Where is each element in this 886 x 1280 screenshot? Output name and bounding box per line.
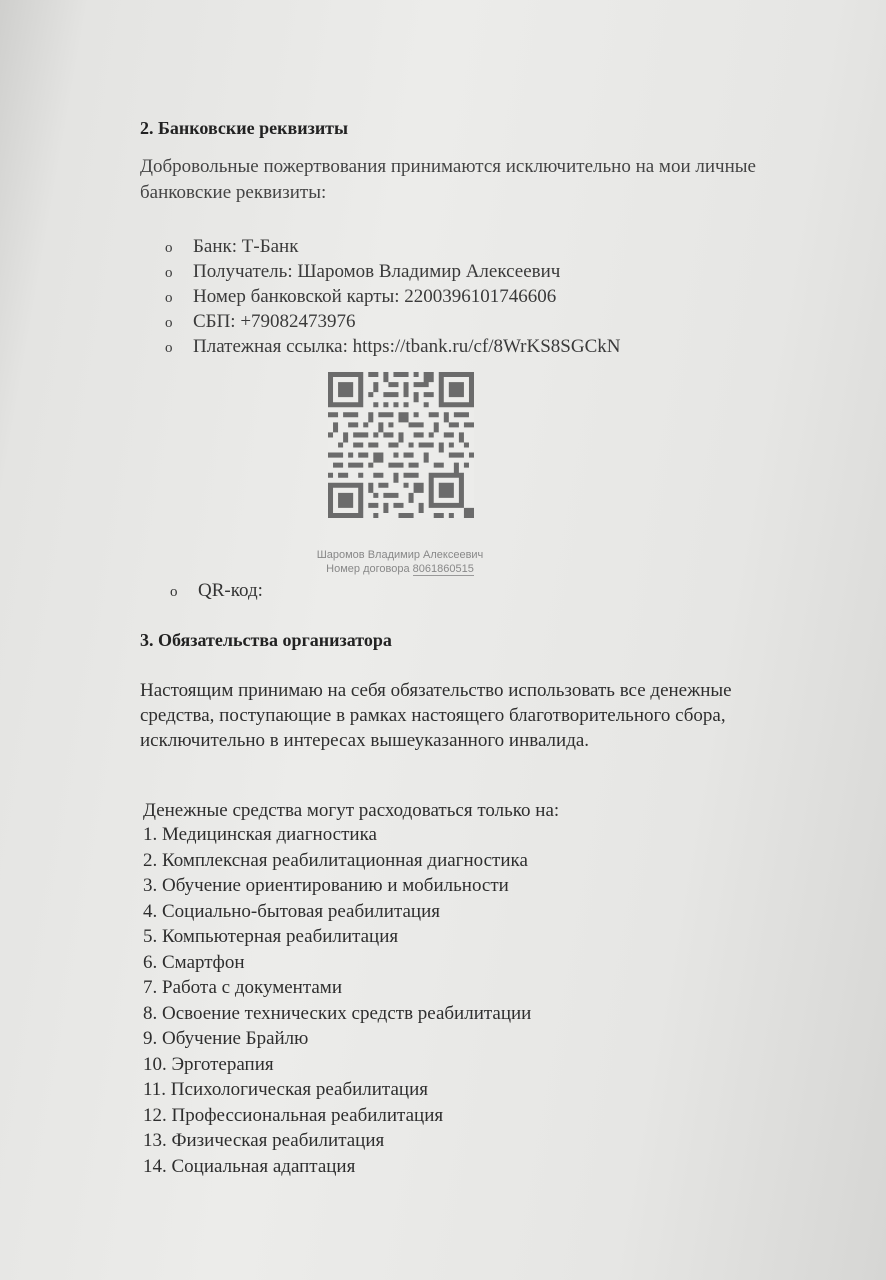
bank-detail-item: o Банк: Т-Банк <box>165 235 620 260</box>
bullet-icon: o <box>165 340 173 356</box>
list-item: 8. Освоение технических средств реабилитации <box>143 1002 532 1024</box>
qr-caption-name: Шаромов Владимир Алексеевич <box>316 549 484 561</box>
list-item: 10. Эрготерапия <box>143 1053 274 1075</box>
list-item: 4. Социально-бытовая реабилитация <box>143 900 441 922</box>
list-item: 14. Социальная адаптация <box>143 1155 356 1177</box>
bank-detail-item: o Платежная ссылка: https://tbank.ru/cf/8WrKS8SGCkN <box>165 335 620 360</box>
list-item: 5. Компьютерная реабилитация <box>143 926 399 947</box>
list-item: 7. Работа с документами <box>143 977 342 998</box>
bank-detail-item: o Номер банковской карты: 2200396101746606 <box>165 285 620 310</box>
section-3-title: 3. Обязательства организатора <box>140 630 392 650</box>
list-item: 6. Смартфон <box>143 951 245 973</box>
spend-list <box>143 822 531 1179</box>
list-item: 12. Профессиональная реабилитация <box>143 1104 444 1126</box>
qr-caption <box>310 548 490 576</box>
qr-caption-contract: Номер договора 8061860515 <box>326 563 474 575</box>
bank-detail-item: o Получатель: Шаромов Владимир Алексеевич <box>165 260 620 285</box>
list-item: 3. Обучение ориентированию и мобильности <box>143 875 509 896</box>
spend-intro: Денежные средства могут расходоваться только на: <box>143 800 560 821</box>
contract-number: 8061860515 <box>412 563 474 575</box>
qr-code-item: o QR-код: <box>170 580 263 601</box>
section-3-text: Настоящим принимаю на себя обязательство использовать все денежные средства, поступающие в рамках настоящего благотворительного сбора, исключительно в интересах вышеуказанного инвалида. <box>140 680 732 751</box>
list-item: 2. Комплексная реабилитационная диагностика <box>143 849 528 871</box>
bullet-icon: o <box>165 290 173 306</box>
list-item: 11. Психологическая реабилитация <box>143 1079 428 1100</box>
section-2-intro: Добровольные пожертвования принимаются исключительно на мои личные банковские реквизиты: <box>140 156 756 203</box>
bullet-icon: o <box>165 265 173 281</box>
qr-code-block <box>310 372 490 576</box>
list-item: 9. Обучение Брайлю <box>143 1028 309 1049</box>
section-2-title: 2. Банковские реквизиты <box>140 118 349 138</box>
bullet-icon: o <box>170 584 178 600</box>
bullet-icon: o <box>165 240 173 256</box>
list-item: 13. Физическая реабилитация <box>143 1130 385 1151</box>
bank-details-list <box>165 235 620 360</box>
qr-code-icon <box>328 372 474 518</box>
list-item: 1. Медицинская диагностика <box>143 824 377 845</box>
bank-detail-item: o СБП: +79082473976 <box>165 310 620 335</box>
bullet-icon: o <box>165 315 173 331</box>
